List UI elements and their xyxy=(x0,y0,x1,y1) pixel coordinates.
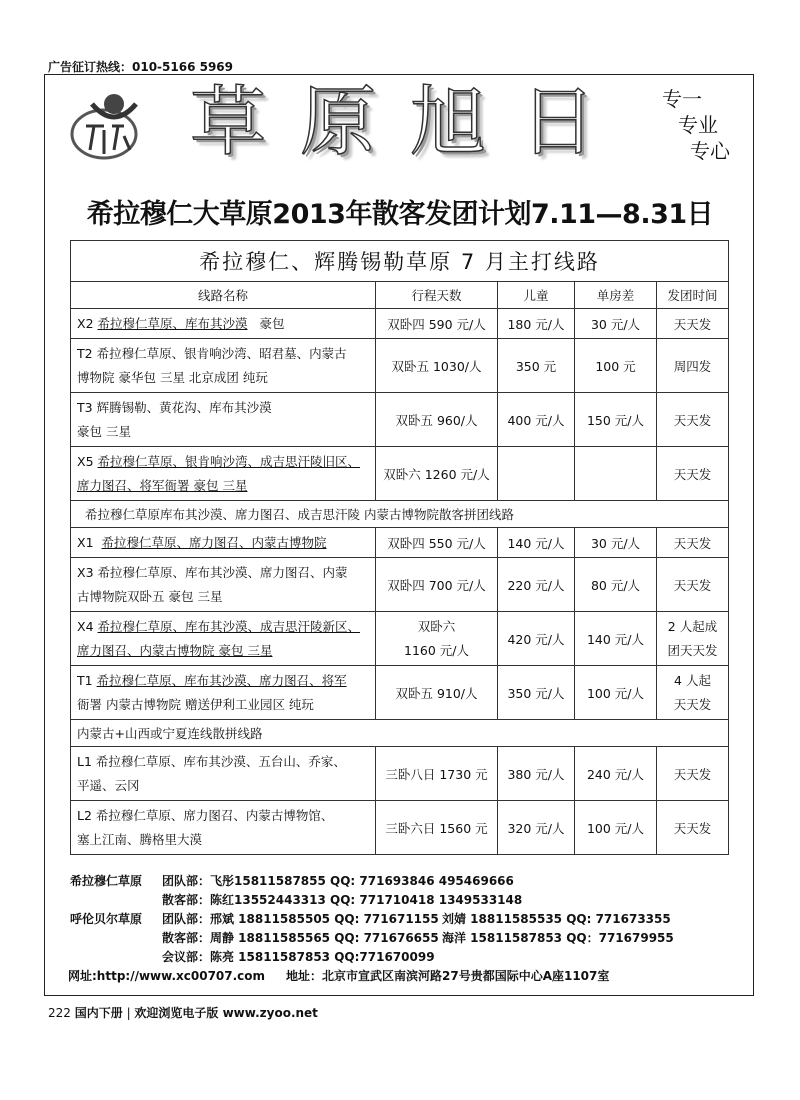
route-departure: 天天发 xyxy=(657,447,729,501)
ad-hotline: 广告征订热线：010-5166 5969 xyxy=(48,60,234,74)
table-row xyxy=(71,339,729,393)
route-departure-line: 天天发 xyxy=(673,696,712,712)
route-days: 双卧五 960/人 xyxy=(376,393,498,447)
route-name xyxy=(71,558,376,612)
section-row xyxy=(71,501,729,528)
route-days: 双卧四 590 元/人 xyxy=(376,309,498,339)
table-row xyxy=(71,666,729,720)
route-line: 希拉穆仁草原、库布其沙漠、成吉思汗陵新区、 xyxy=(97,618,361,634)
route-line: 辉腾锡勒、黄花沟、库布其沙漠 xyxy=(96,399,272,415)
footer-section: 国内下册 xyxy=(74,1006,123,1020)
route-child-price: 320 元/人 xyxy=(498,801,575,855)
contact-line: 海洋 15811587853 QQ：771679955 xyxy=(442,931,674,945)
col-header: 儿童 xyxy=(498,282,575,309)
route-code: X3 xyxy=(77,564,94,580)
route-line: 席力图召、内蒙古博物院 豪包 三星 xyxy=(77,642,273,658)
route-name xyxy=(71,528,376,558)
route-child-price: 140 元/人 xyxy=(498,528,575,558)
route-child-price: 180 元/人 xyxy=(498,309,575,339)
route-line: 希拉穆仁草原、银肯响沙湾、成吉思汗陵旧区、 xyxy=(97,453,361,469)
route-code: L1 xyxy=(77,753,92,769)
route-line: 古博物院双卧五 豪包 三星 xyxy=(77,588,223,604)
col-header: 线路名称 xyxy=(71,282,376,309)
route-days-line: 1160 元/人 xyxy=(404,642,469,658)
route-single-supplement xyxy=(575,447,657,501)
col-header: 单房差 xyxy=(575,282,657,309)
route-days: 双卧四 550 元/人 xyxy=(376,528,498,558)
route-single-supplement: 80 元/人 xyxy=(575,558,657,612)
route-line: 希拉穆仁草原、库布其沙漠、席力图召、内蒙 xyxy=(97,564,348,580)
route-days: 双卧四 700 元/人 xyxy=(376,558,498,612)
route-name xyxy=(71,612,376,666)
route-code: T2 xyxy=(77,345,93,361)
col-header: 行程天数 xyxy=(376,282,498,309)
contact-line: 团队部：邢斌 18811585505 QQ: 771671155 xyxy=(162,912,439,926)
website-link[interactable]: 网址:http://www.xc00707.com xyxy=(68,969,266,983)
route-departure-line: 2 人起成 xyxy=(667,618,718,634)
route-departure: 天天发 xyxy=(657,309,729,339)
route-child-price: 400 元/人 xyxy=(498,393,575,447)
route-child-price: 350 元 xyxy=(498,339,575,393)
route-line: 豪包 三星 xyxy=(77,423,131,439)
contact-line: 团队部：飞彤15811587855 QQ: 771693846 495469666 xyxy=(162,874,514,888)
route-single-supplement: 100 元 xyxy=(575,339,657,393)
route-single-supplement: 100 元/人 xyxy=(575,801,657,855)
address: 地址：北京市宣武区南滨河路27号贵都国际中心A座1107室 xyxy=(286,969,610,983)
table-caption: 希拉穆仁、辉腾锡勒草原 7 月主打线路 xyxy=(71,241,729,282)
contact-region: 呼伦贝尔草原 xyxy=(70,912,143,926)
table-row xyxy=(71,528,729,558)
route-line: 希拉穆仁草原、席力图召、内蒙古博物馆、 xyxy=(95,807,334,823)
route-name xyxy=(71,309,376,339)
route-line: 希拉穆仁草原、席力图召、内蒙古博物院 xyxy=(101,534,327,550)
route-single-supplement: 150 元/人 xyxy=(575,393,657,447)
route-days: 三卧六日 1560 元 xyxy=(376,801,498,855)
contact-region: 希拉穆仁草原 xyxy=(70,874,143,888)
section-title: 内蒙古+山西或宁夏连线散拼线路 xyxy=(71,720,729,747)
route-line: 塞上江南、腾格里大漠 xyxy=(77,831,203,847)
route-name xyxy=(71,747,376,801)
route-single-supplement: 140 元/人 xyxy=(575,612,657,666)
col-header: 发团时间 xyxy=(657,282,729,309)
route-single-supplement: 240 元/人 xyxy=(575,747,657,801)
slogan-line: 专一 xyxy=(662,87,702,111)
route-departure xyxy=(657,666,729,720)
section-title: 希拉穆仁草原库布其沙漠、席力图召、成吉思汗陵 内蒙古博物院散客拼团线路 xyxy=(71,501,729,528)
route-departure xyxy=(657,612,729,666)
route-days: 三卧八日 1730 元 xyxy=(376,747,498,801)
route-code: X5 xyxy=(77,453,94,469)
route-code: X2 xyxy=(77,315,94,331)
route-name xyxy=(71,393,376,447)
contact-line: 刘婧 18811585535 QQ: 771673355 xyxy=(442,912,671,926)
brand-slogan xyxy=(662,86,730,164)
table-row xyxy=(71,747,729,801)
route-departure: 天天发 xyxy=(657,801,729,855)
route-child-price: 350 元/人 xyxy=(498,666,575,720)
route-departure: 天天发 xyxy=(657,393,729,447)
route-single-supplement: 30 元/人 xyxy=(575,528,657,558)
page-number: 222 xyxy=(48,1006,71,1020)
route-line: 博物院 豪华包 三星 北京成团 纯玩 xyxy=(77,369,268,385)
footer-text[interactable]: 欢迎浏览电子版 www.zyoo.net xyxy=(134,1006,318,1020)
contact-line: 散客部：陈红13552443313 QQ: 771710418 1349533148 xyxy=(162,893,523,907)
route-child-price xyxy=(498,447,575,501)
contact-line: 散客部：周静 18811585565 QQ: 771676655 xyxy=(162,931,439,945)
route-days xyxy=(376,612,498,666)
brand-logo-icon xyxy=(64,86,160,162)
slogan-line: 专心 xyxy=(690,139,730,163)
slogan-line: 专业 xyxy=(678,113,718,137)
route-days: 双卧六 1260 元/人 xyxy=(376,447,498,501)
table-header-row xyxy=(71,282,729,309)
brand-name: 草原旭日 xyxy=(190,77,630,166)
table-row xyxy=(71,309,729,339)
route-name xyxy=(71,339,376,393)
route-departure-line: 4 人起 xyxy=(674,672,711,688)
route-departure-line: 团天天发 xyxy=(667,642,718,658)
route-single-supplement: 30 元/人 xyxy=(575,309,657,339)
contact-line: 会议部：陈亮 15811587853 QQ:771670099 xyxy=(162,950,435,964)
route-code: T3 xyxy=(77,399,93,415)
route-single-supplement: 100 元/人 xyxy=(575,666,657,720)
table-row xyxy=(71,801,729,855)
route-line: 衙署 内蒙古博物院 赠送伊利工业园区 纯玩 xyxy=(77,696,314,712)
route-line: 希拉穆仁草原、库布其沙漠 xyxy=(97,315,248,331)
table-row xyxy=(71,447,729,501)
route-line: 平遥、云冈 xyxy=(77,777,140,793)
table-row xyxy=(71,393,729,447)
route-line: 希拉穆仁草原、库布其沙漠、五台山、乔家、 xyxy=(95,753,346,769)
route-code: X4 xyxy=(77,618,94,634)
route-departure: 周四发 xyxy=(657,339,729,393)
route-name xyxy=(71,801,376,855)
route-code: L2 xyxy=(77,807,92,823)
route-days: 双卧五 910/人 xyxy=(376,666,498,720)
route-line: 希拉穆仁草原、库布其沙漠、席力图召、将军 xyxy=(96,672,347,688)
table-row xyxy=(71,558,729,612)
main-title: 希拉穆仁大草原2013年散客发团计划7.11—8.31日 xyxy=(86,199,714,230)
route-departure: 天天发 xyxy=(657,747,729,801)
route-name xyxy=(71,447,376,501)
tour-plan-table xyxy=(70,240,729,855)
route-days-line: 双卧六 xyxy=(417,618,456,634)
route-child-price: 220 元/人 xyxy=(498,558,575,612)
route-child-price: 420 元/人 xyxy=(498,612,575,666)
route-child-price: 380 元/人 xyxy=(498,747,575,801)
route-code: T1 xyxy=(77,672,93,688)
route-line: 希拉穆仁草原、银肯响沙湾、昭君墓、内蒙古 xyxy=(96,345,347,361)
route-line: 席力图召、将军衙署 豪包 三星 xyxy=(77,477,248,493)
route-departure: 天天发 xyxy=(657,558,729,612)
route-name xyxy=(71,666,376,720)
route-code: X1 xyxy=(77,534,94,550)
route-departure: 天天发 xyxy=(657,528,729,558)
route-days: 双卧五 1030/人 xyxy=(376,339,498,393)
page-footer: 222 国内下册 | 欢迎浏览电子版 www.zyoo.net xyxy=(48,1006,318,1020)
route-line: 豪包 xyxy=(259,315,285,331)
table-row xyxy=(71,612,729,666)
section-row xyxy=(71,720,729,747)
